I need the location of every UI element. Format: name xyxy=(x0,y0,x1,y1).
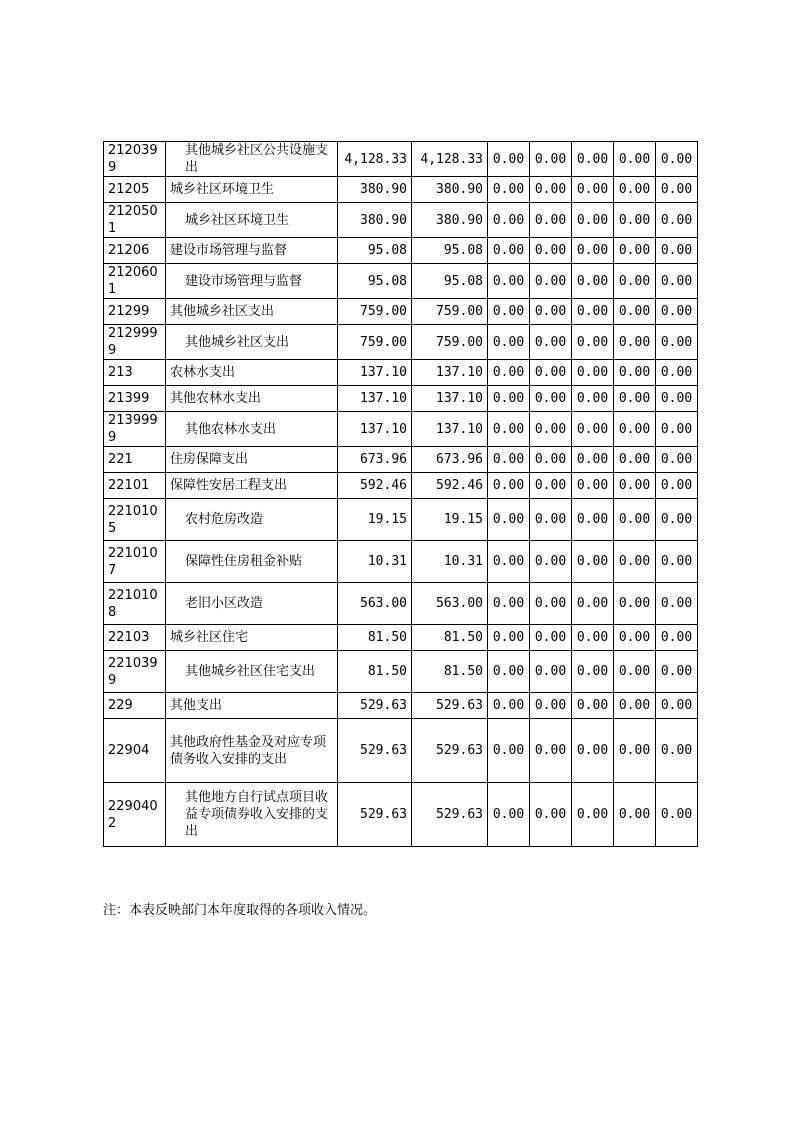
value-cell: 0.00 xyxy=(614,651,656,693)
code-cell: 21399 xyxy=(104,386,166,412)
table-note: 注：本表反映部门本年度取得的各项收入情况。 xyxy=(103,903,377,918)
value-cell: 0.00 xyxy=(572,412,614,447)
value-cell: 0.00 xyxy=(614,203,656,238)
code-cell: 2120501 xyxy=(104,203,166,238)
table-row xyxy=(104,719,698,783)
value-cell: 0.00 xyxy=(614,325,656,360)
table-row xyxy=(104,499,698,541)
value-cell: 0.00 xyxy=(530,499,572,541)
value-cell: 0.00 xyxy=(656,360,698,386)
value-cell: 0.00 xyxy=(656,412,698,447)
name-cell: 其他农林水支出 xyxy=(166,386,338,412)
code-cell: 2210107 xyxy=(104,541,166,583)
value-cell: 0.00 xyxy=(572,325,614,360)
value-cell: 0.00 xyxy=(488,412,530,447)
value-cell: 0.00 xyxy=(656,583,698,625)
value-cell: 0.00 xyxy=(572,783,614,847)
code-cell: 22101 xyxy=(104,473,166,499)
amount-cell: 380.90 xyxy=(412,203,488,238)
value-cell: 0.00 xyxy=(530,583,572,625)
amount-cell: 137.10 xyxy=(412,412,488,447)
amount-cell: 95.08 xyxy=(412,264,488,299)
value-cell: 0.00 xyxy=(488,499,530,541)
name-cell: 其他城乡社区支出 xyxy=(166,325,338,360)
code-cell: 2210108 xyxy=(104,583,166,625)
table-row xyxy=(104,299,698,325)
value-cell: 0.00 xyxy=(656,625,698,651)
value-cell: 0.00 xyxy=(656,203,698,238)
value-cell: 0.00 xyxy=(488,264,530,299)
value-cell: 0.00 xyxy=(572,447,614,473)
value-cell: 0.00 xyxy=(488,360,530,386)
name-cell: 其他农林水支出 xyxy=(166,412,338,447)
value-cell: 0.00 xyxy=(488,783,530,847)
value-cell: 0.00 xyxy=(572,541,614,583)
value-cell: 0.00 xyxy=(656,651,698,693)
table-row xyxy=(104,583,698,625)
value-cell: 0.00 xyxy=(530,142,572,177)
value-cell: 0.00 xyxy=(572,299,614,325)
value-cell: 0.00 xyxy=(530,719,572,783)
total-cell: 673.96 xyxy=(338,447,412,473)
table-row xyxy=(104,177,698,203)
value-cell: 0.00 xyxy=(530,541,572,583)
table-row xyxy=(104,203,698,238)
value-cell: 0.00 xyxy=(614,238,656,264)
value-cell: 0.00 xyxy=(488,325,530,360)
value-cell: 0.00 xyxy=(572,386,614,412)
value-cell: 0.00 xyxy=(572,651,614,693)
value-cell: 0.00 xyxy=(656,473,698,499)
value-cell: 0.00 xyxy=(488,177,530,203)
code-cell: 2139999 xyxy=(104,412,166,447)
value-cell: 0.00 xyxy=(488,719,530,783)
table-row xyxy=(104,325,698,360)
value-cell: 0.00 xyxy=(614,625,656,651)
value-cell: 0.00 xyxy=(530,783,572,847)
value-cell: 0.00 xyxy=(614,447,656,473)
total-cell: 19.15 xyxy=(338,499,412,541)
value-cell: 0.00 xyxy=(488,625,530,651)
total-cell: 563.00 xyxy=(338,583,412,625)
name-cell: 其他政府性基金及对应专项债务收入安排的支出 xyxy=(166,719,338,783)
value-cell: 0.00 xyxy=(572,583,614,625)
code-cell: 2129999 xyxy=(104,325,166,360)
value-cell: 0.00 xyxy=(656,719,698,783)
total-cell: 759.00 xyxy=(338,325,412,360)
value-cell: 0.00 xyxy=(656,264,698,299)
table-row xyxy=(104,142,698,177)
value-cell: 0.00 xyxy=(488,473,530,499)
amount-cell: 529.63 xyxy=(412,783,488,847)
value-cell: 0.00 xyxy=(656,386,698,412)
value-cell: 0.00 xyxy=(656,693,698,719)
name-cell: 其他城乡社区住宅支出 xyxy=(166,651,338,693)
amount-cell: 529.63 xyxy=(412,719,488,783)
value-cell: 0.00 xyxy=(530,238,572,264)
table-row xyxy=(104,386,698,412)
value-cell: 0.00 xyxy=(572,693,614,719)
table-row xyxy=(104,447,698,473)
value-cell: 0.00 xyxy=(572,203,614,238)
value-cell: 0.00 xyxy=(572,264,614,299)
value-cell: 0.00 xyxy=(572,177,614,203)
total-cell: 10.31 xyxy=(338,541,412,583)
value-cell: 0.00 xyxy=(488,386,530,412)
total-cell: 137.10 xyxy=(338,360,412,386)
amount-cell: 592.46 xyxy=(412,473,488,499)
table-row xyxy=(104,412,698,447)
value-cell: 0.00 xyxy=(488,203,530,238)
value-cell: 0.00 xyxy=(656,325,698,360)
value-cell: 0.00 xyxy=(614,499,656,541)
table-row xyxy=(104,360,698,386)
value-cell: 0.00 xyxy=(656,783,698,847)
value-cell: 0.00 xyxy=(656,499,698,541)
code-cell: 2120399 xyxy=(104,142,166,177)
total-cell: 4,128.33 xyxy=(338,142,412,177)
amount-cell: 19.15 xyxy=(412,499,488,541)
table-row xyxy=(104,783,698,847)
value-cell: 0.00 xyxy=(656,541,698,583)
value-cell: 0.00 xyxy=(488,583,530,625)
value-cell: 0.00 xyxy=(530,651,572,693)
code-cell: 21205 xyxy=(104,177,166,203)
table-row xyxy=(104,238,698,264)
value-cell: 0.00 xyxy=(614,783,656,847)
amount-cell: 380.90 xyxy=(412,177,488,203)
table-row xyxy=(104,541,698,583)
value-cell: 0.00 xyxy=(488,541,530,583)
value-cell: 0.00 xyxy=(572,719,614,783)
amount-cell: 95.08 xyxy=(412,238,488,264)
value-cell: 0.00 xyxy=(656,142,698,177)
total-cell: 529.63 xyxy=(338,719,412,783)
code-cell: 2120601 xyxy=(104,264,166,299)
total-cell: 95.08 xyxy=(338,238,412,264)
name-cell: 其他地方自行试点项目收益专项债券收入安排的支出 xyxy=(166,783,338,847)
value-cell: 0.00 xyxy=(572,473,614,499)
total-cell: 137.10 xyxy=(338,412,412,447)
value-cell: 0.00 xyxy=(614,299,656,325)
code-cell: 221 xyxy=(104,447,166,473)
code-cell: 22103 xyxy=(104,625,166,651)
table-body xyxy=(104,142,698,847)
table-row xyxy=(104,625,698,651)
amount-cell: 81.50 xyxy=(412,625,488,651)
amount-cell: 10.31 xyxy=(412,541,488,583)
value-cell: 0.00 xyxy=(530,693,572,719)
value-cell: 0.00 xyxy=(530,325,572,360)
name-cell: 农林水支出 xyxy=(166,360,338,386)
value-cell: 0.00 xyxy=(572,142,614,177)
value-cell: 0.00 xyxy=(572,360,614,386)
table-row xyxy=(104,473,698,499)
table-row xyxy=(104,651,698,693)
name-cell: 城乡社区环境卫生 xyxy=(166,203,338,238)
value-cell: 0.00 xyxy=(656,238,698,264)
value-cell: 0.00 xyxy=(614,412,656,447)
value-cell: 0.00 xyxy=(488,651,530,693)
name-cell: 城乡社区住宅 xyxy=(166,625,338,651)
total-cell: 529.63 xyxy=(338,783,412,847)
value-cell: 0.00 xyxy=(488,299,530,325)
amount-cell: 759.00 xyxy=(412,325,488,360)
value-cell: 0.00 xyxy=(656,177,698,203)
value-cell: 0.00 xyxy=(614,583,656,625)
amount-cell: 673.96 xyxy=(412,447,488,473)
value-cell: 0.00 xyxy=(614,386,656,412)
value-cell: 0.00 xyxy=(530,473,572,499)
amount-cell: 4,128.33 xyxy=(412,142,488,177)
amount-cell: 81.50 xyxy=(412,651,488,693)
amount-cell: 529.63 xyxy=(412,693,488,719)
value-cell: 0.00 xyxy=(656,299,698,325)
name-cell: 住房保障支出 xyxy=(166,447,338,473)
value-cell: 0.00 xyxy=(488,238,530,264)
amount-cell: 563.00 xyxy=(412,583,488,625)
total-cell: 81.50 xyxy=(338,651,412,693)
value-cell: 0.00 xyxy=(488,447,530,473)
table-row xyxy=(104,264,698,299)
name-cell: 建设市场管理与监督 xyxy=(166,264,338,299)
name-cell: 保障性住房租金补贴 xyxy=(166,541,338,583)
amount-cell: 137.10 xyxy=(412,386,488,412)
total-cell: 95.08 xyxy=(338,264,412,299)
value-cell: 0.00 xyxy=(488,693,530,719)
value-cell: 0.00 xyxy=(488,142,530,177)
name-cell: 建设市场管理与监督 xyxy=(166,238,338,264)
value-cell: 0.00 xyxy=(614,264,656,299)
code-cell: 2210105 xyxy=(104,499,166,541)
value-cell: 0.00 xyxy=(530,360,572,386)
name-cell: 农村危房改造 xyxy=(166,499,338,541)
total-cell: 529.63 xyxy=(338,693,412,719)
value-cell: 0.00 xyxy=(572,238,614,264)
value-cell: 0.00 xyxy=(530,447,572,473)
value-cell: 0.00 xyxy=(572,625,614,651)
value-cell: 0.00 xyxy=(614,177,656,203)
total-cell: 137.10 xyxy=(338,386,412,412)
value-cell: 0.00 xyxy=(614,719,656,783)
value-cell: 0.00 xyxy=(530,177,572,203)
name-cell: 保障性安居工程支出 xyxy=(166,473,338,499)
total-cell: 592.46 xyxy=(338,473,412,499)
value-cell: 0.00 xyxy=(530,264,572,299)
value-cell: 0.00 xyxy=(656,447,698,473)
value-cell: 0.00 xyxy=(530,203,572,238)
value-cell: 0.00 xyxy=(614,693,656,719)
total-cell: 81.50 xyxy=(338,625,412,651)
value-cell: 0.00 xyxy=(614,142,656,177)
value-cell: 0.00 xyxy=(614,360,656,386)
code-cell: 2210399 xyxy=(104,651,166,693)
name-cell: 其他城乡社区公共设施支出 xyxy=(166,142,338,177)
amount-cell: 759.00 xyxy=(412,299,488,325)
code-cell: 229 xyxy=(104,693,166,719)
name-cell: 其他城乡社区支出 xyxy=(166,299,338,325)
table-row xyxy=(104,693,698,719)
income-table xyxy=(103,141,698,847)
value-cell: 0.00 xyxy=(614,473,656,499)
value-cell: 0.00 xyxy=(530,625,572,651)
name-cell: 老旧小区改造 xyxy=(166,583,338,625)
name-cell: 城乡社区环境卫生 xyxy=(166,177,338,203)
name-cell: 其他支出 xyxy=(166,693,338,719)
value-cell: 0.00 xyxy=(530,299,572,325)
code-cell: 21299 xyxy=(104,299,166,325)
total-cell: 380.90 xyxy=(338,203,412,238)
code-cell: 21206 xyxy=(104,238,166,264)
value-cell: 0.00 xyxy=(530,412,572,447)
total-cell: 759.00 xyxy=(338,299,412,325)
value-cell: 0.00 xyxy=(530,386,572,412)
value-cell: 0.00 xyxy=(572,499,614,541)
code-cell: 213 xyxy=(104,360,166,386)
code-cell: 22904 xyxy=(104,719,166,783)
amount-cell: 137.10 xyxy=(412,360,488,386)
code-cell: 2290402 xyxy=(104,783,166,847)
value-cell: 0.00 xyxy=(614,541,656,583)
total-cell: 380.90 xyxy=(338,177,412,203)
